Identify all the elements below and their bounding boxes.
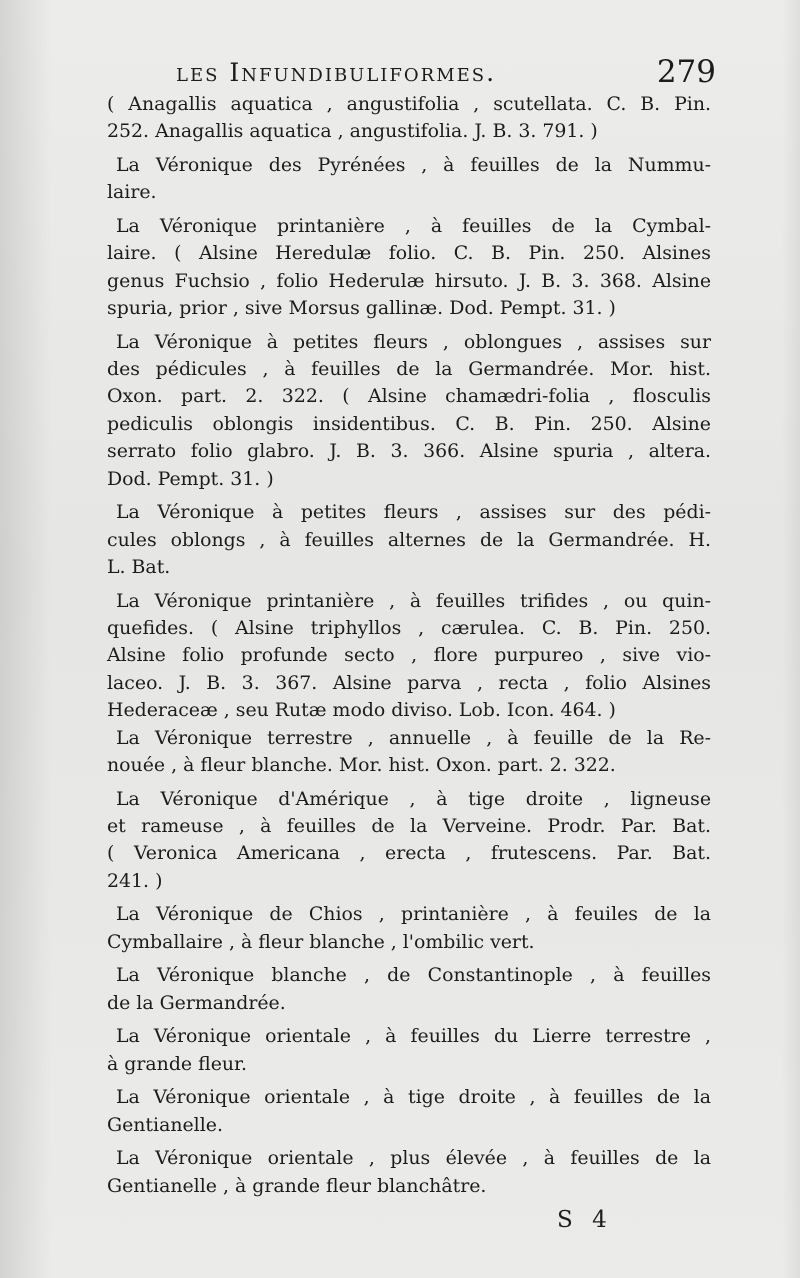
text-line: La Véronique blanche , de Constantinople , à feuilles: [116, 964, 711, 987]
text-line: de la Germandrée.: [107, 991, 286, 1014]
text-line: La Véronique de Chios , printanière , à feuiles de la: [116, 903, 711, 926]
text-line: et rameuse , à feuilles de la Verveine. Prodr. Par. Bat.: [107, 814, 711, 837]
text-line: laceo. J. B. 3. 367. Alsine parva , recta , folio Alsines: [107, 671, 711, 694]
text-line: L. Bat.: [107, 556, 171, 578]
page-edge-shadow: [782, 0, 800, 1278]
text-line: pediculis oblongis insidentibus. C. B. Pin. 250. Alsine: [107, 412, 711, 435]
text-line: Oxon. part. 2. 322. ( Alsine chamædri-folia , flosculis: [107, 385, 711, 408]
text-line: serrato folio glabro. J. B. 3. 366. Alsine spuria , altera.: [107, 440, 711, 463]
text-line: La Véronique printanière , à feuilles de la Cymbal-: [116, 214, 711, 237]
body-text: [107, 91, 711, 1200]
text-line: La Véronique terrestre , annuelle , à feuille de la Re-: [116, 726, 711, 749]
text-line: La Véronique orientale , à tige droite , à feuilles de la: [116, 1086, 711, 1109]
text-line: laire.: [107, 181, 157, 204]
text-line: La Véronique d'Amérique , à tige droite , ligneuse: [116, 787, 711, 810]
signature-mark: S 4: [557, 1207, 607, 1233]
text-line: Gentianelle , à grande fleur blanchâtre.: [107, 1174, 487, 1197]
text-line: laire. ( Alsine Heredulæ folio. C. B. Pin. 250. Alsines: [107, 242, 711, 265]
text-line: Dod. Pempt. 31. ): [107, 467, 274, 490]
text-line: genus Fuchsio , folio Hederulæ hirsuto. J. B. 3. 368. Alsine: [107, 269, 711, 292]
text-line: ( Veronica Americana , erecta , frutescens. Par. Bat.: [107, 842, 711, 865]
text-line: cules oblongs , à feuilles alternes de la Germandrée. H.: [107, 528, 711, 551]
text-line: Hederaceæ , seu Rutæ modo diviso. Lob. Icon. 464. ): [107, 699, 616, 722]
text-line: nouée , à fleur blanche. Mor. hist. Oxon. part. 2. 322.: [107, 753, 616, 776]
text-line: à grande fleur.: [107, 1052, 247, 1075]
text-line: La Véronique printanière , à feuilles trifides , ou quin-: [116, 589, 711, 612]
text-line: La Véronique orientale , plus élevée , à feuilles de la: [116, 1147, 711, 1170]
text-line: Gentianelle.: [107, 1113, 223, 1136]
text-line: ( Anagallis aquatica , angustifolia , scutellata. C. B. Pin.: [107, 93, 711, 115]
page-number: 279: [656, 54, 716, 90]
text-line: Cymballaire , à fleur blanche , l'ombilic vert.: [107, 930, 535, 953]
page-gutter-shadow: [0, 0, 52, 1278]
text-line: 241. ): [107, 869, 163, 892]
text-line: La Véronique à petites fleurs , oblongues , assises sur: [116, 330, 711, 353]
text-line: La Véronique orientale , à feuilles du Lierre terrestre ,: [116, 1025, 711, 1048]
text-line: La Véronique à petites fleurs , assises sur des pédi-: [116, 501, 711, 524]
text-line: 252. Anagallis aquatica , angustifolia. J. B. 3. 791. ): [107, 120, 598, 143]
text-line: des pédicules , à feuilles de la Germandrée. Mor. hist.: [107, 358, 711, 381]
text-line: spuria, prior , sive Morsus gallinæ. Dod. Pempt. 31. ): [107, 297, 616, 320]
text-line: Alsine folio profunde secto , flore purpureo , sive vio-: [107, 644, 711, 667]
text-line: quefides. ( Alsine triphyllos , cærulea. C. B. Pin. 250.: [107, 616, 711, 639]
running-head: les Infundibuliformes.: [176, 58, 497, 87]
text-line: La Véronique des Pyrénées , à feuilles de la Nummu-: [116, 153, 711, 176]
